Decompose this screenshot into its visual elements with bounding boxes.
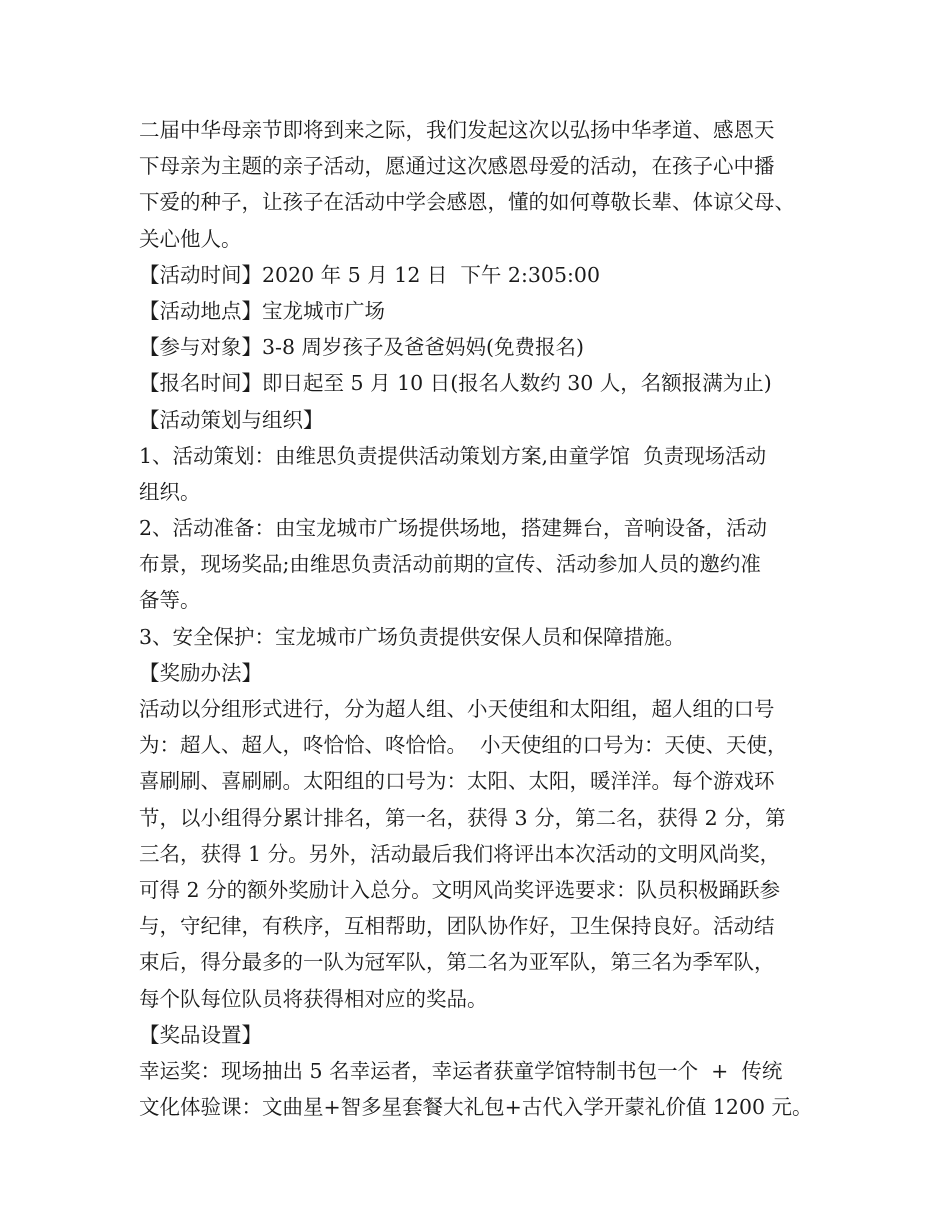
- rewards-paragraph-line: 可得 2 分的额外奖励计入总分。文明风尚奖评选要求：队员积极踊跃参: [139, 877, 781, 902]
- rewards-paragraph-line: 喜刷刷、喜刷刷。太阳组的口号为：太阳、太阳，暖洋洋。每个游戏环: [139, 769, 775, 794]
- rewards-paragraph-line: 束后，得分最多的一队为冠军队，第二名为亚军队，第三名为季军队，: [139, 950, 775, 975]
- planning-item-line: 3、安全保护：宝龙城市广场负责提供安保人员和保障措施。: [139, 624, 686, 649]
- planning-item-line: 组织。: [139, 479, 201, 504]
- paragraph-line: 下母亲为主题的亲子活动，愿通过这次感恩母爱的活动，在孩子心中播: [139, 154, 775, 179]
- document-body: [139, 112, 829, 1125]
- section-heading-prizes: 【奖品设置】: [139, 1022, 262, 1047]
- rewards-paragraph-line: 节，以小组得分累计排名，第一名，获得 3 分，第二名，获得 2 分，第: [139, 805, 786, 830]
- registration-time-line: 【报名时间】即日起至 5 月 10 日(报名人数约 30 人，名额报满为止): [139, 371, 772, 396]
- planning-item-line: 2、活动准备：由宝龙城市广场提供场地，搭建舞台，音响设备，活动: [139, 516, 768, 541]
- prizes-paragraph-line: 文化体验课：文曲星+智多星套餐大礼包+古代入学开蒙礼价值 1200 元。: [139, 1095, 813, 1120]
- section-heading-rewards: 【奖励办法】: [139, 660, 262, 685]
- paragraph-line: 二届中华母亲节即将到来之际，我们发起这次以弘扬中华孝道、感恩天: [139, 118, 775, 142]
- activity-time-line: 【活动时间】2020 年 5 月 12 日 下午 2:305:00: [139, 262, 600, 287]
- activity-location-line: 【活动地点】宝龙城市广场: [139, 298, 385, 323]
- planning-item-line: 布景，现场奖品;由维思负责活动前期的宣传、活动参加人员的邀约准: [139, 552, 761, 577]
- rewards-paragraph-line: 与，守纪律，有秩序，互相帮助，团队协作好，卫生保持良好。活动结: [139, 914, 775, 939]
- planning-item-line: 1、活动策划：由维思负责提供活动策划方案,由童学馆 负责现场活动: [139, 443, 767, 468]
- rewards-paragraph-line: 活动以分组形式进行，分为超人组、小天使组和太阳组，超人组的口号: [139, 697, 775, 721]
- prizes-paragraph-line: 幸运奖：现场抽出 5 名幸运者，幸运者获童学馆特制书包一个 + 传统: [139, 1058, 783, 1083]
- paragraph-line: 下爱的种子，让孩子在活动中学会感恩，懂的如何尊敬长辈、体谅父母、: [139, 190, 795, 215]
- rewards-paragraph-line: 为：超人、超人，咚恰恰、咚恰恰。 小天使组的口号为：天使、天使，: [139, 733, 788, 758]
- rewards-paragraph-line: 每个队每位队员将获得相对应的奖品。: [139, 986, 488, 1011]
- planning-item-line: 备等。: [139, 588, 201, 613]
- participants-line: 【参与对象】3-8 周岁孩子及爸爸妈妈(免费报名): [139, 335, 585, 360]
- rewards-paragraph-line: 三名，获得 1 分。另外，活动最后我们将评出本次活动的文明风尚奖，: [139, 841, 781, 866]
- paragraph-line: 关心他人。: [139, 226, 242, 251]
- section-heading-planning: 【活动策划与组织】: [139, 407, 324, 432]
